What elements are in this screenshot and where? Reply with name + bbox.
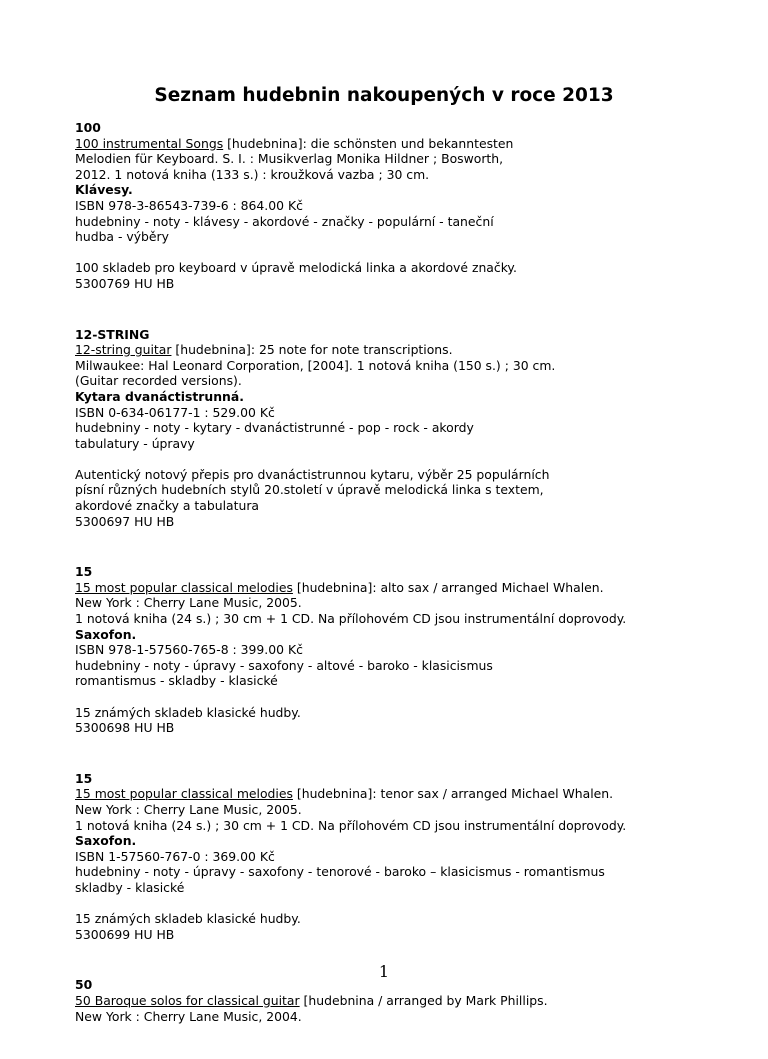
- catalog-entry: [75, 771, 755, 943]
- entry-subjects: hudebniny - noty - klávesy - akordové - značky - populární - taneční: [75, 213, 494, 229]
- entry-title-rest: [hudebnina]: tenor sax / arranged Michael Whalen.: [292, 786, 614, 802]
- catalog-entry: [75, 564, 755, 736]
- entry-description: New York : Cherry Lane Music, 2005.: [75, 595, 302, 611]
- page-number: 1: [378, 962, 390, 981]
- entry-title-line: [75, 342, 755, 358]
- entry-title-rest: [hudebnina]: alto sax / arranged Michael Whalen.: [292, 579, 604, 595]
- entry-title-line: [75, 580, 755, 596]
- entry-title-line: [75, 786, 755, 802]
- entry-isbn: ISBN 978-1-57560-765-8 : 399.00 Kč: [75, 642, 303, 658]
- entry-heading: 12-STRING: [75, 326, 150, 342]
- entry-heading: 50: [75, 977, 93, 993]
- catalog-entry: [75, 977, 755, 1024]
- entry-code: 5300699 HU HB: [75, 926, 175, 942]
- entry-annotation: 15 známých skladeb klasické hudby.: [75, 704, 301, 720]
- entry-category: Saxofon.: [75, 833, 137, 849]
- entry-title-rest: [hudebnina]: 25 note for note transcriptions.: [171, 342, 453, 358]
- entry-heading: 100: [75, 120, 101, 135]
- entry-title-line: [75, 136, 755, 152]
- entry-description: Milwaukee: Hal Leonard Corporation, [2004]. 1 notová kniha (150 s.) ; 30 cm.: [75, 357, 556, 373]
- entry-description: 1 notová kniha (24 s.) ; 30 cm + 1 CD. Na přílohovém CD jsou instrumentální doprovody.: [75, 817, 627, 833]
- entry-heading: 15: [75, 564, 93, 580]
- entry-category: Klávesy.: [75, 182, 133, 198]
- spacer: [75, 245, 755, 261]
- entry-isbn: ISBN 978-3-86543-739-6 : 864.00 Kč: [75, 197, 303, 213]
- entry-annotation: písní různých hudebních stylů 20.století v úpravě melodická linka s textem,: [75, 482, 544, 498]
- entry-subjects: hudebniny - noty - úpravy - saxofony - altové - baroko - klasicismus: [75, 657, 493, 673]
- entry-annotation: Autentický notový přepis pro dvanáctistrunnou kytaru, výběr 25 populárních: [75, 466, 550, 482]
- spacer: [75, 689, 755, 705]
- entry-list: [75, 120, 755, 1059]
- entry-title-line: [75, 993, 755, 1009]
- entry-category: Saxofon.: [75, 626, 137, 642]
- entry-isbn: ISBN 1-57560-767-0 : 369.00 Kč: [75, 848, 275, 864]
- entry-subjects: hudebniny - noty - kytary - dvanáctistrunné - pop - rock - akordy: [75, 420, 474, 436]
- entry-description: 2012. 1 notová kniha (133 s.) : kroužková vazba ; 30 cm.: [75, 166, 430, 182]
- entry-code: 5300697 HU HB: [75, 513, 175, 529]
- entry-description: New York : Cherry Lane Music, 2005.: [75, 801, 302, 817]
- entry-description: 1 notová kniha (24 s.) ; 30 cm + 1 CD. Na přílohovém CD jsou instrumentální doprovody.: [75, 611, 627, 627]
- entry-title-rest: [hudebnina]: die schönsten und bekanntesten: [223, 135, 514, 151]
- entry-annotation: 15 známých skladeb klasické hudby.: [75, 911, 301, 927]
- entry-category: Kytara dvanáctistrunná.: [75, 388, 244, 404]
- entry-isbn: ISBN 0-634-06177-1 : 529.00 Kč: [75, 404, 275, 420]
- entry-subjects: skladby - klasické: [75, 879, 185, 895]
- catalog-entry: [75, 327, 755, 530]
- entry-code: 5300698 HU HB: [75, 720, 175, 736]
- page-title: Seznam hudebnin nakoupených v roce 2013: [154, 85, 614, 106]
- entry-title-link[interactable]: 100 instrumental Songs: [75, 135, 224, 151]
- entry-subjects: hudebniny - noty - úpravy - saxofony - tenorové - baroko – klasicismus - romantismus: [75, 864, 605, 880]
- entry-code: 5300769 HU HB: [75, 275, 175, 291]
- entry-subjects: tabulatury - úpravy: [75, 435, 195, 451]
- entry-annotation: 100 skladeb pro keyboard v úpravě melodická linka a akordové značky.: [75, 260, 517, 276]
- entry-title-link[interactable]: 50 Baroque solos for classical guitar: [75, 992, 300, 1008]
- entry-title-link[interactable]: 15 most popular classical melodies: [75, 786, 293, 802]
- entry-heading: 15: [75, 770, 93, 786]
- entry-title-rest: [hudebnina / arranged by Mark Phillips.: [299, 992, 548, 1008]
- entry-description: (Guitar recorded versions).: [75, 373, 242, 389]
- entry-description: New York : Cherry Lane Music, 2004.: [75, 1008, 302, 1024]
- entry-description: Melodien für Keyboard. S. I. : Musikverlag Monika Hildner ; Bosworth,: [75, 151, 504, 167]
- entry-subjects: hudba - výběry: [75, 229, 169, 245]
- catalog-entry: [75, 120, 755, 292]
- entry-title-link[interactable]: 12-string guitar: [75, 342, 172, 358]
- spacer: [75, 896, 755, 912]
- entry-annotation: akordové značky a tabulatura: [75, 498, 260, 514]
- entry-subjects: romantismus - skladby - klasické: [75, 673, 278, 689]
- spacer: [75, 451, 755, 467]
- entry-title-link[interactable]: 15 most popular classical melodies: [75, 579, 293, 595]
